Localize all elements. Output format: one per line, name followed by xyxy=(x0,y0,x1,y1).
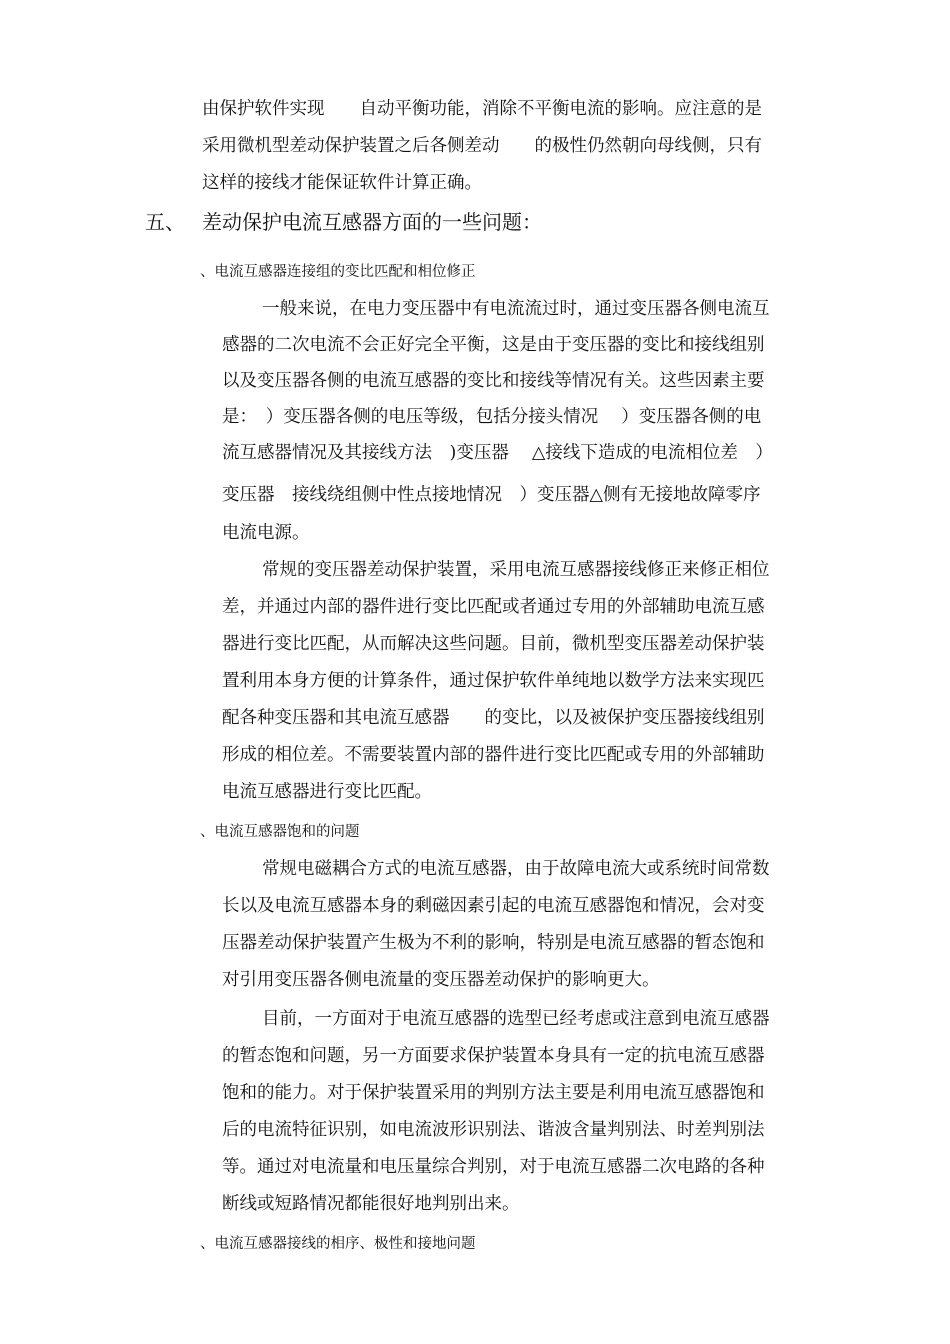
sub1-para2-line-4: 置利用本身方便的计算条件，通过保护软件单纯地以数学方法来实现匹 xyxy=(222,671,765,691)
subsection-1-title: 、电流互感器连接组的变比匹配和相位修正 xyxy=(200,264,476,280)
section-5-title: 差动保护电流互感器方面的一些问题： xyxy=(202,210,542,234)
sub2-para2-line-5: 等。通过对电流量和电压量综合判别，对于电流互感器二次电路的各种 xyxy=(222,1157,765,1177)
sub1-para2-line-2: 差，并通过内部的器件进行变比匹配或者通过专用的外部辅助电流互感 xyxy=(222,597,765,617)
intro-line-2: 采用微机型差动保护装置之后各侧差动 的极性仍然朝向母线侧，只有 xyxy=(202,136,762,156)
sub1-para2-line-1: 常规的变压器差动保护装置，采用电流互感器接线修正来修正相位 xyxy=(262,560,770,580)
sub2-para2-line-6: 断线或短路情况都能很好地判别出来。 xyxy=(222,1194,520,1214)
sub1-para1-line-6: 变压器 接线绕组侧中性点接地情况 ）变压器△侧有无接地故障零序 xyxy=(222,485,761,505)
sub1-para1-line-2: 感器的二次电流不会正好完全平衡，这是由于变压器的变比和接线组别 xyxy=(222,335,765,355)
section-5-number: 五、 xyxy=(145,210,185,234)
sub1-para1-line-1: 一般来说，在电力变压器中有电流流过时，通过变压器各侧电流互 xyxy=(262,299,770,319)
intro-line-1: 由保护软件实现 自动平衡功能，消除不平衡电流的影响。应注意的是 xyxy=(202,99,762,119)
sub1-para2-line-7: 电流互感器进行变比匹配。 xyxy=(222,782,432,802)
sub2-para2-line-1: 目前，一方面对于电流互感器的选型已经考虑或注意到电流互感器 xyxy=(262,1009,770,1029)
sub2-para1-line-3: 压器差动保护装置产生极为不利的影响，特别是电流互感器的暂态饱和 xyxy=(222,933,765,953)
sub2-para2-line-4: 后的电流特征识别，如电流波形识别法、谐波含量判别法、时差判别法 xyxy=(222,1120,765,1140)
sub2-para1-line-4: 对引用变压器各侧电流量的变压器差动保护的影响更大。 xyxy=(222,970,660,990)
sub2-para1-line-2: 长以及电流互感器本身的剩磁因素引起的电流互感器饱和情况，会对变 xyxy=(222,896,765,916)
sub2-para2-line-3: 饱和的能力。对于保护装置采用的判别方法主要是利用电流互感器饱和 xyxy=(222,1083,765,1103)
intro-line-3: 这样的接线才能保证软件计算正确。 xyxy=(202,173,482,193)
sub1-para1-line-5: 流互感器情况及其接线方法 )变压器 △接线下造成的电流相位差 ） xyxy=(222,443,773,463)
sub1-para2-line-3: 器进行变比匹配，从而解决这些问题。目前，微机型变压器差动保护装 xyxy=(222,634,765,654)
sub1-para1-line-4: 是： ）变压器各侧的电压等级，包括分接头情况 ）变压器各侧的电 xyxy=(222,407,762,427)
sub1-para2-line-5: 配各种变压器和其电流互感器 的变比，以及被保护变压器接线组别 xyxy=(222,708,765,728)
subsection-2-title: 、电流互感器饱和的问题 xyxy=(200,824,360,840)
sub1-para1-line-7: 电流电源。 xyxy=(222,523,310,543)
sub1-para2-line-6: 形成的相位差。不需要装置内部的器件进行变比匹配或专用的外部辅助 xyxy=(222,745,765,765)
sub2-para2-line-2: 的暂态饱和问题，另一方面要求保护装置本身具有一定的抗电流互感器 xyxy=(222,1046,765,1066)
sub1-para1-line-3: 以及变压器各侧的电流互感器的变比和接线等情况有关。这些因素主要 xyxy=(222,371,765,391)
sub2-para1-line-1: 常规电磁耦合方式的电流互感器，由于故障电流大或系统时间常数 xyxy=(262,859,770,879)
subsection-3-title: 、电流互感器接线的相序、极性和接地问题 xyxy=(200,1236,476,1252)
